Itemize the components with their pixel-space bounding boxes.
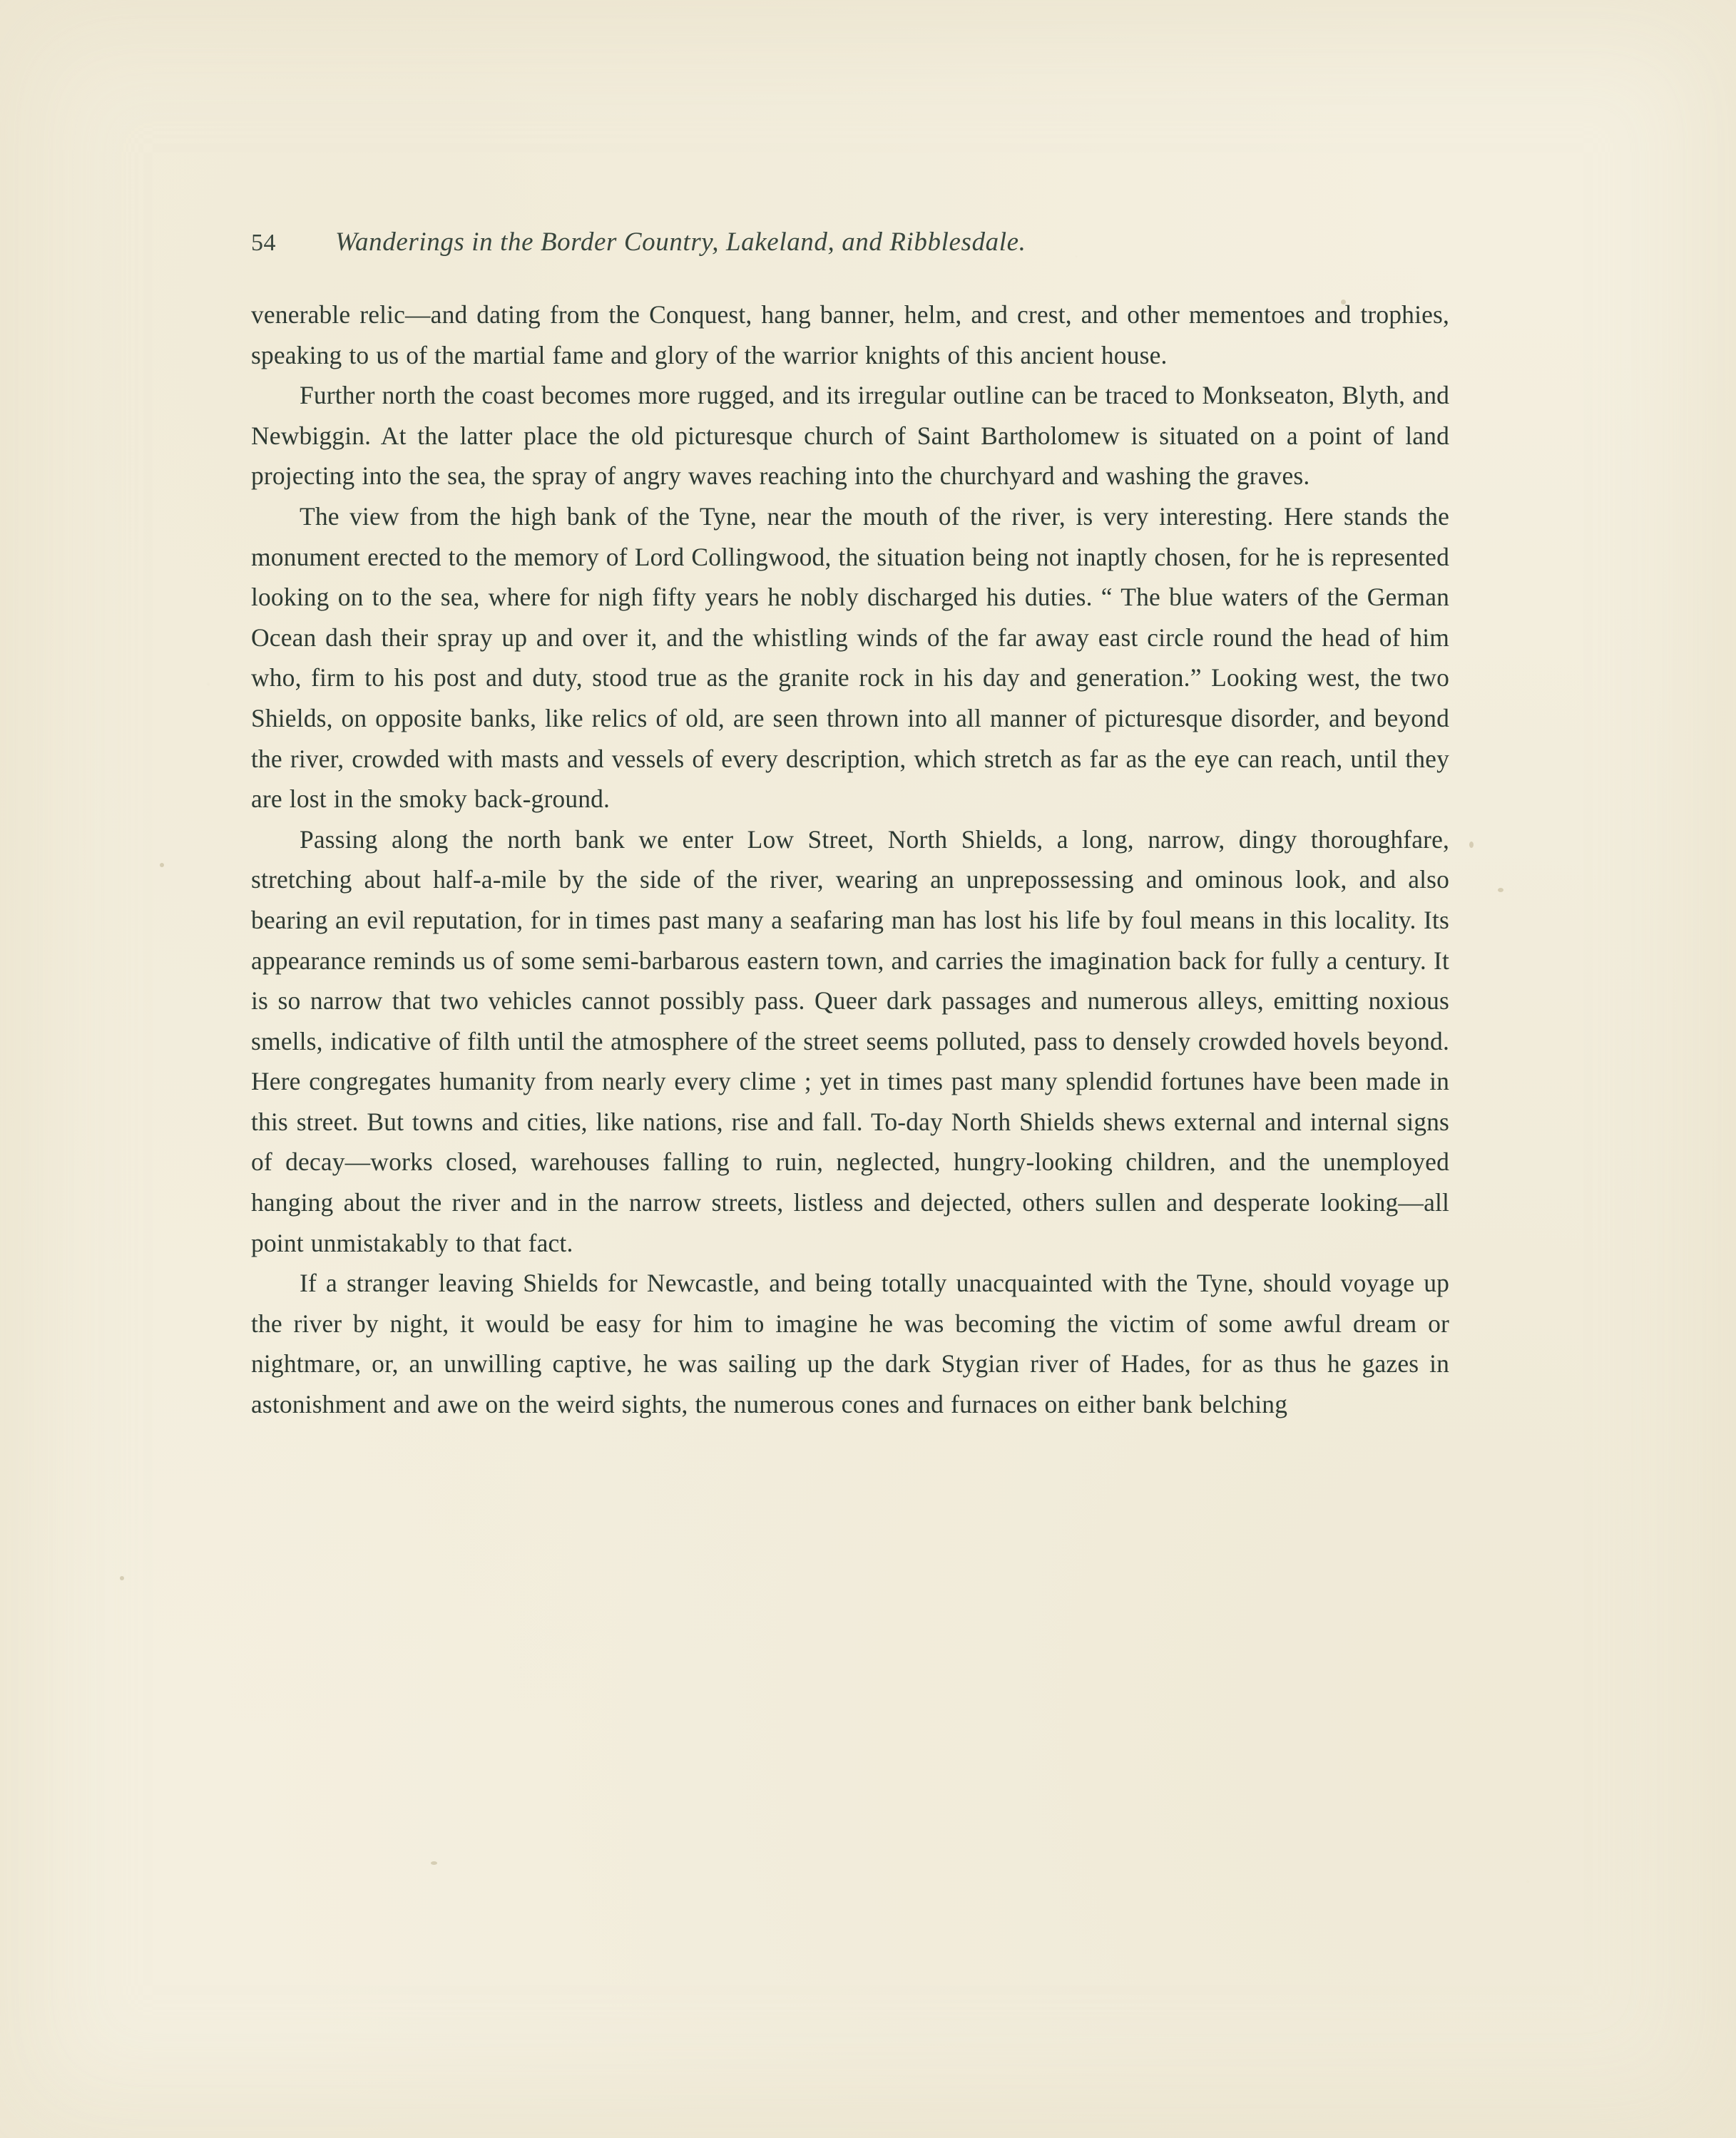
paper-speck	[1498, 888, 1503, 892]
running-head	[251, 227, 1449, 257]
paragraph: The view from the high bank of the Tyne, near the mouth of the river, is very interesting. Here stands the monument erected to the memory of Lord Collingwood, the situation being not inaptly chosen, for he is represented looking on to the sea, where for nigh fifty years he nobly discharged his duties. “ The blue waters of the German Ocean dash their spray up and over it, and the whistling winds of the far away east circle round the head of him who, firm to his post and duty, stood true as the granite rock in his day and generation.” Looking west, the two Shields, on opposite banks, like relics of old, are seen thrown into all manner of picturesque disorder, and beyond the river, crowded with masts and vessels of every description, which stretch as far as the eye can reach, until they are lost in the smoky back-ground.	[251, 501, 1449, 814]
running-head-title: Wanderings in the Border Country, Lakeland, and Ribblesdale.	[335, 227, 1026, 257]
page-number: 54	[251, 230, 276, 256]
page-content	[251, 227, 1449, 1425]
paper-speck	[160, 863, 164, 867]
paragraph: venerable relic—and dating from the Conquest, hang banner, helm, and crest, and other mementoes and trophies, speaking to us of the martial fame and glory of the warrior knights of this ancient house.	[251, 300, 1449, 369]
paragraph: If a stranger leaving Shields for Newcastle, and being totally unacquainted with the Tyne, should voyage up the river by night, it would be easy for him to imagine he was becoming the victim of some awful dream or nightmare, or, an unwilling captive, he was sailing up the dark Stygian river of Hades, for as thus he gazes in astonishment and awe on the weird sights, the numerous cones and furnaces on either bank belching	[251, 1269, 1449, 1419]
paper-speck	[431, 1861, 437, 1865]
paragraph: Further north the coast becomes more rugged, and its irregular outline can be traced to Monkseaton, Blyth, and Newbiggin. At the latter place the old picturesque church of Saint Bartholomew is situated on a point of land projecting into the sea, the spray of angry waves reaching into the churchyard and washing the graves.	[251, 381, 1449, 491]
paragraph: Passing along the north bank we enter Low Street, North Shields, a long, narrow, dingy thoroughfare, stretching about half-a-mile by the side of the river, wearing an unprepossessing and ominous look, and also bearing an evil reputation, for in times past many a seafaring man has lost his life by foul means in this locality. Its appearance reminds us of some semi-barbarous eastern town, and carries the imagination back for fully a century. It is so narrow that two vehicles cannot possibly pass. Queer dark passages and numerous alleys, emitting noxious smells, indicative of filth until the atmosphere of the street seems polluted, pass to densely crowded hovels beyond. Here congregates humanity from nearly every clime ; yet in times past many splendid fortunes have been made in this street. But towns and cities, like nations, rise and fall. To-day North Shields shews external and internal signs of decay—works closed, warehouses falling to ruin, neglected, hungry-looking children, and the unemployed hanging about the river and in the narrow streets, listless and dejected, others sullen and desperate looking—all point unmistakably to that fact.	[251, 824, 1449, 1257]
body-text	[251, 295, 1449, 1425]
paper-speck	[1469, 842, 1474, 848]
paper-speck	[120, 1576, 124, 1580]
